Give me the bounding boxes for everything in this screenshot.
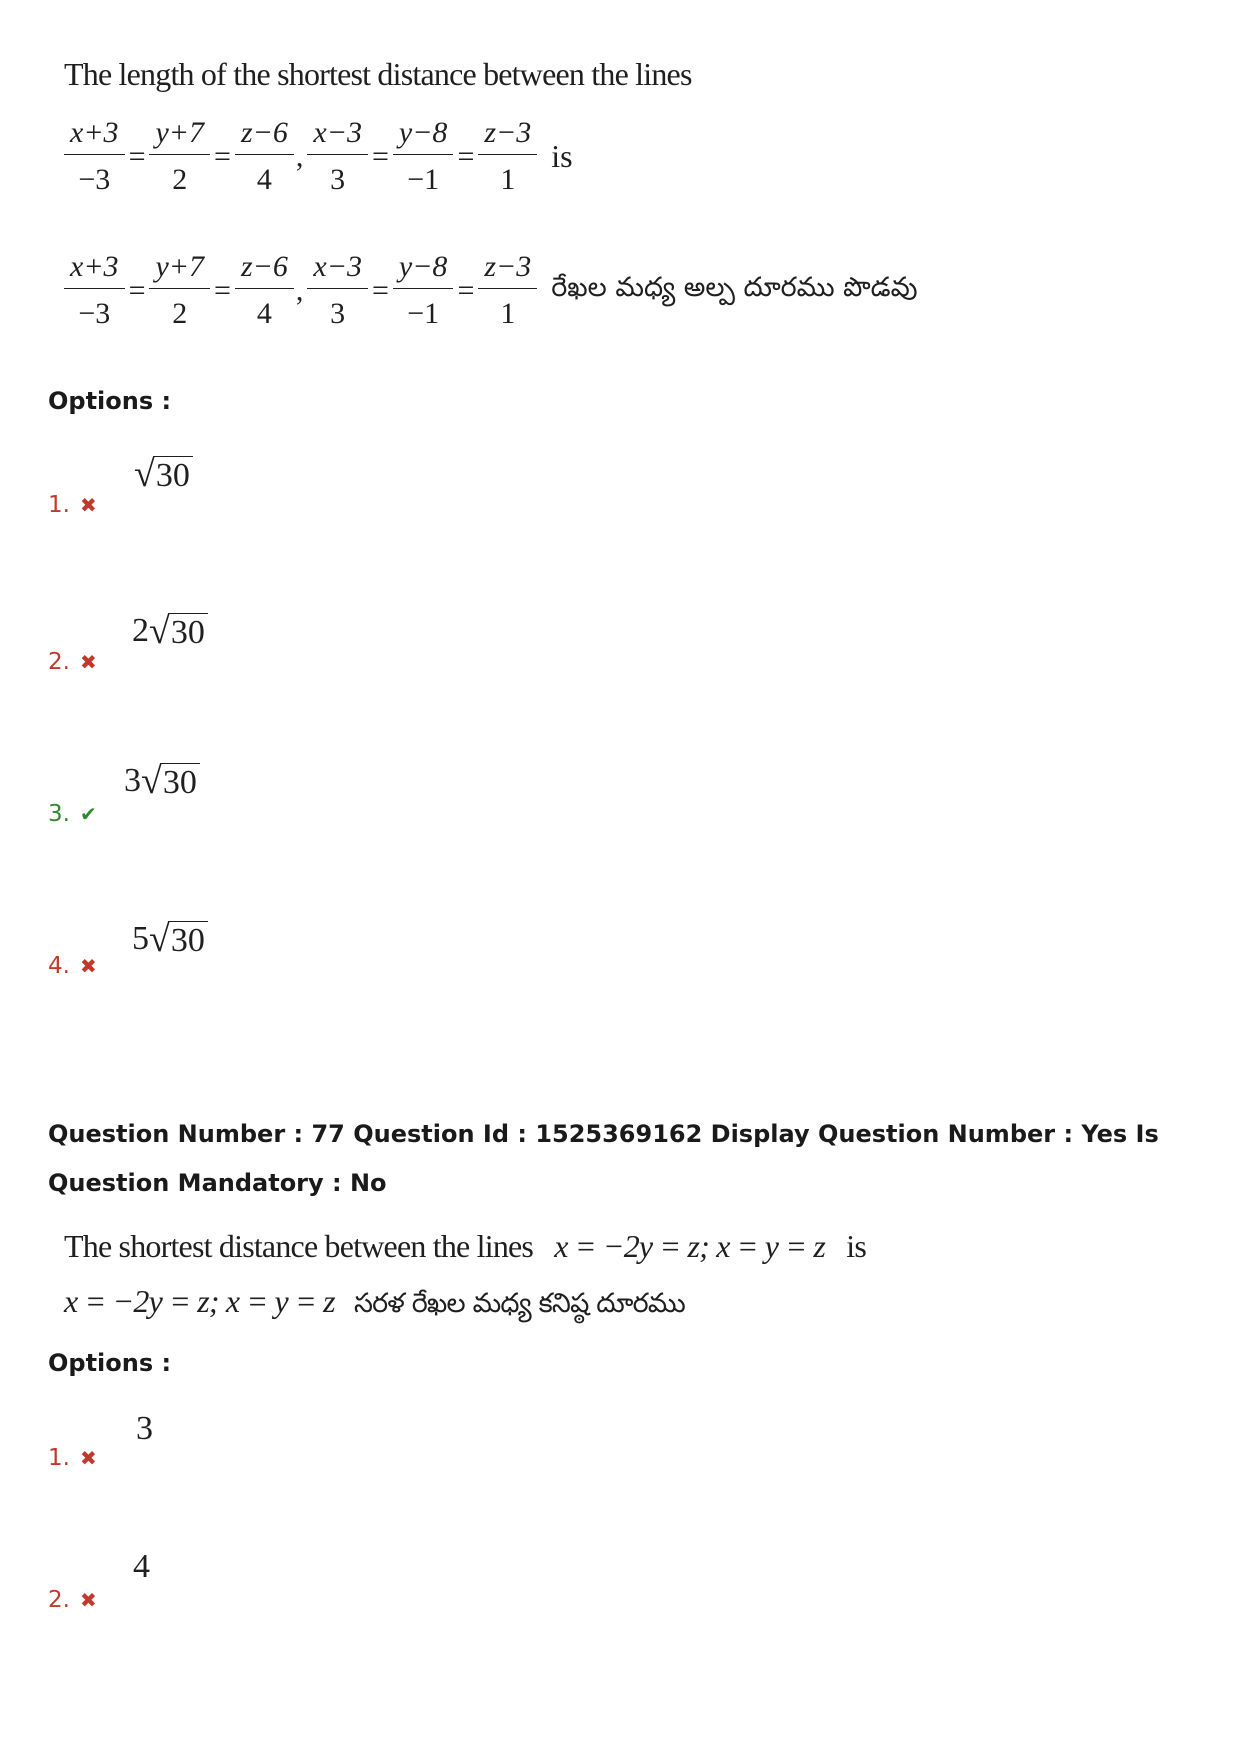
fraction: $\frac{z-6}{4}$ — [235, 118, 294, 195]
cross-icon: ✖ — [80, 493, 97, 517]
fraction: $\frac{y-8}{-1}$ — [393, 252, 454, 329]
cross-icon: ✖ — [80, 1588, 97, 1612]
option-1: 1. ✖ — [48, 1445, 97, 1471]
options-label: Options : — [48, 387, 172, 415]
fraction: $\frac{z-3}{1}$ — [478, 118, 537, 195]
fraction: $\frac{y-8}{-1}$ — [393, 118, 454, 195]
fraction: $\frac{x+3}{-3}$ — [64, 118, 125, 195]
fraction: $\frac{z-3}{1}$ — [478, 252, 537, 329]
fraction: $\frac{x-3}{3}$ — [307, 118, 368, 195]
question-meta: Question Number : 77 Question Id : 1525369162 Display Question Number : Yes Is Question Mandatory : No — [48, 1120, 1159, 1197]
q76-equation-en: $\frac{x+3}{-3}$ = $\frac{y+7}{2}$ = $\frac{z-6}{4}$ , $\frac{x-3}{3}$ = $\frac{y-8}{-1}$ = $\frac{z-3}{1}$ is — [64, 118, 573, 195]
option-3: 3. ✔ — [48, 801, 97, 827]
option-2-value: 4 — [133, 1548, 150, 1585]
option-1: 1. ✖ — [48, 492, 97, 518]
cross-icon: ✖ — [80, 650, 97, 674]
option-2: 2. ✖ — [48, 649, 97, 675]
q77-title: The shortest distance between the lines x = −2y = z; x = y = z is — [64, 1228, 866, 1264]
q76-equation-te: $\frac{x+3}{-3}$ = $\frac{y+7}{2}$ = $\frac{z-6}{4}$ , $\frac{x-3}{3}$ = $\frac{y-8}{-1}$ = $\frac{z-3}{1}$ రేఖల మధ్య అల్ప దూరము పొడవు — [64, 252, 918, 329]
fraction: $\frac{x-3}{3}$ — [307, 252, 368, 329]
option-1-value: 3 — [136, 1410, 153, 1447]
equation-tail: is — [551, 138, 573, 174]
option-3-value: 3 √ 30 — [124, 762, 200, 800]
equation-tail-telugu: రేఖల మధ్య అల్ప దూరము పొడవు — [551, 271, 918, 303]
fraction: $\frac{y+7}{2}$ — [149, 252, 210, 329]
fraction: $\frac{x+3}{-3}$ — [64, 252, 125, 329]
q77-title-telugu: x = −2y = z; x = y = z సరళ రేఖల మధ్య కనిష్ఠ దూరము — [64, 1283, 685, 1319]
option-2: 2. ✖ — [48, 1587, 97, 1613]
fraction: $\frac{y+7}{2}$ — [149, 118, 210, 195]
check-icon: ✔ — [80, 802, 97, 826]
fraction: $\frac{z-6}{4}$ — [235, 252, 294, 329]
cross-icon: ✖ — [80, 954, 97, 978]
option-1-value: √ 30 — [134, 455, 193, 493]
option-2-value: 2 √ 30 — [132, 612, 208, 650]
options-label: Options : — [48, 1349, 172, 1377]
option-4: 4. ✖ — [48, 953, 97, 979]
cross-icon: ✖ — [80, 1446, 97, 1470]
option-4-value: 5 √ 30 — [132, 920, 208, 958]
q76-title: The length of the shortest distance between the lines — [64, 56, 692, 92]
